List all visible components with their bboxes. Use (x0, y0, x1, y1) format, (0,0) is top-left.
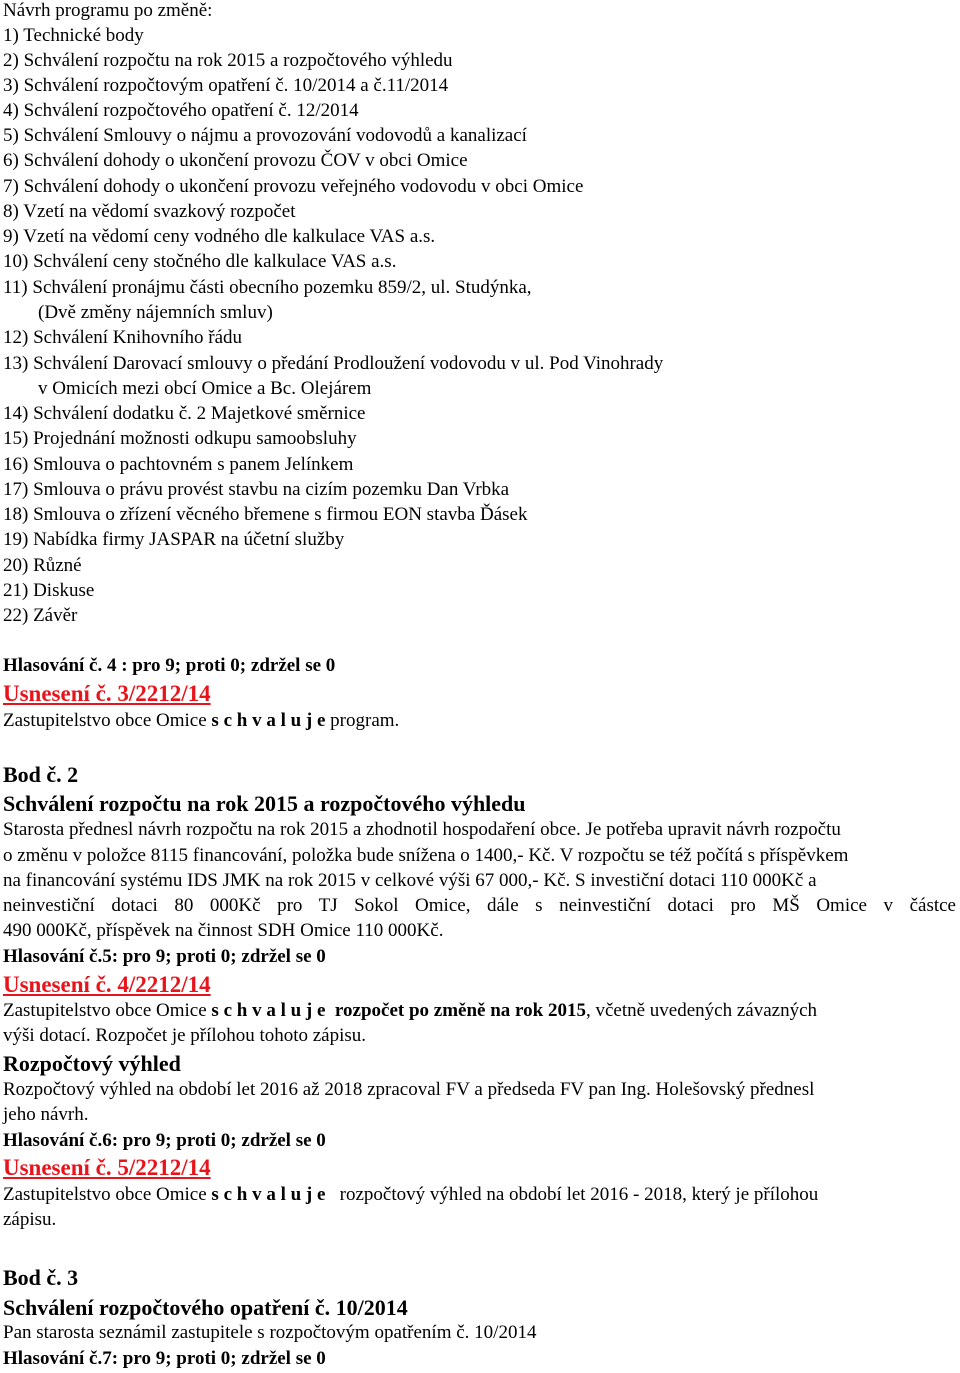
paragraph-line: o změnu v položce 8115 financování, položka bude snížena o 1400,- Kč. V rozpočtu se též počítá s příspěvkem (3, 845, 849, 866)
resolution-title: Usnesení č. 4/2212/14 (3, 972, 211, 997)
resolution-text (3, 1000, 956, 1022)
agenda-item: 22) Závěr (3, 605, 78, 626)
resolution-title: Usnesení č. 3/2212/14 (3, 681, 211, 706)
agenda-item: 8) Vzetí na vědomí svazkový rozpočet (3, 201, 296, 222)
agenda-item: 5) Schválení Smlouvy o nájmu a provozování vodovodů a kanalizací (3, 125, 527, 146)
agenda-heading: Návrh programu po změně: (3, 0, 213, 21)
agenda-item: 3) Schválení rozpočtovým opatření č. 10/2014 a č.11/2014 (3, 75, 449, 96)
resolution-text-continuation: zápisu. (3, 1209, 57, 1230)
paragraph-line: Rozpočtový výhled na období let 2016 až 2018 zpracoval FV a předseda FV pan Ing. Holešovský přednesl (3, 1079, 815, 1100)
agenda-item: 10) Schválení ceny stočného dle kalkulace VAS a.s. (3, 251, 397, 272)
paragraph-line: neinvestiční dotaci 80 000Kč pro TJ Sokol Omice, dále s neinvestiční dotaci pro MŠ Omice v částce (3, 895, 956, 916)
agenda-item: 15) Projednání možnosti odkupu samoobsluhy (3, 428, 357, 449)
resolution-verb: s c h v a l u j e (211, 1000, 326, 1021)
section-label: Bod č. 2 (3, 762, 79, 787)
resolution-subject: Zastupitelstvo obce Omice (3, 1000, 212, 1021)
resolution-object: program. (325, 710, 400, 731)
resolution-title: Usnesení č. 5/2212/14 (3, 1155, 211, 1180)
resolution-text (3, 710, 956, 732)
agenda-item: 13) Schválení Darovací smlouvy o předání Prodloužení vodovodu v ul. Pod Vinohrady (3, 353, 664, 374)
resolution-text (3, 1184, 956, 1206)
vote-result: Hlasování č.6: pro 9; proti 0; zdržel se 0 (3, 1130, 326, 1151)
paragraph-line: jeho návrh. (3, 1104, 89, 1125)
agenda-item: 18) Smlouva o zřízení věcného břemene s firmou EON stavba Ďásek (3, 504, 528, 525)
agenda-item-continuation: v Omicích mezi obcí Omice a Bc. Olejárem (38, 378, 372, 399)
vote-result: Hlasování č. 4 : pro 9; proti 0; zdržel se 0 (3, 655, 336, 676)
agenda-item: 17) Smlouva o právu provést stavbu na cizím pozemku Dan Vrbka (3, 479, 510, 500)
section-title: Schválení rozpočtu na rok 2015 a rozpočtového výhledu (3, 791, 526, 816)
agenda-item: 19) Nabídka firmy JASPAR na účetní služby (3, 529, 345, 550)
agenda-item: 12) Schválení Knihovního řádu (3, 327, 243, 348)
agenda-item: 4) Schválení rozpočtového opatření č. 12/2014 (3, 100, 359, 121)
agenda-item: 20) Různé (3, 555, 82, 576)
subsection-title: Rozpočtový výhled (3, 1051, 181, 1076)
vote-result: Hlasování č.5: pro 9; proti 0; zdržel se 0 (3, 946, 326, 967)
agenda-item: 2) Schválení rozpočtu na rok 2015 a rozpočtového výhledu (3, 50, 453, 71)
paragraph-line: Pan starosta seznámil zastupitele s rozpočtovým opatřením č. 10/2014 (3, 1322, 537, 1343)
agenda-item: 6) Schválení dohody o ukončení provozu ČOV v obci Omice (3, 150, 468, 171)
agenda-item-continuation: (Dvě změny nájemních smluv) (38, 302, 273, 323)
agenda-item: 11) Schválení pronájmu části obecního pozemku 859/2, ul. Studýnka, (3, 277, 532, 298)
agenda-item: 14) Schválení dodatku č. 2 Majetkové směrnice (3, 403, 366, 424)
agenda-item: 7) Schválení dohody o ukončení provozu veřejného vodovodu v obci Omice (3, 176, 584, 197)
paragraph-line: na financování systému IDS JMK na rok 2015 v celkové výši 67 000,- Kč. S investiční dotaci 110 000Kč a (3, 870, 817, 891)
resolution-object: rozpočtový výhled na období let 2016 - 2018, který je přílohou (325, 1184, 819, 1205)
paragraph-line: Starosta přednesl návrh rozpočtu na rok 2015 a zhodnotil hospodaření obce. Je potřeba upravit návrh rozpočtu (3, 819, 841, 840)
agenda-item: 1) Technické body (3, 25, 144, 46)
resolution-tail: , včetně uvedených závazných (585, 1000, 817, 1021)
resolution-verb: s c h v a l u j e (211, 710, 326, 731)
resolution-subject: Zastupitelstvo obce Omice (3, 1184, 212, 1205)
vote-result: Hlasování č.7: pro 9; proti 0; zdržel se 0 (3, 1348, 326, 1369)
paragraph-line: 490 000Kč, příspěvek na činnost SDH Omice 110 000Kč. (3, 920, 444, 941)
agenda-item: 16) Smlouva o pachtovném s panem Jelínkem (3, 454, 354, 475)
resolution-verb: s c h v a l u j e (211, 1184, 326, 1205)
agenda-item: 21) Diskuse (3, 580, 95, 601)
section-title: Schválení rozpočtového opatření č. 10/2014 (3, 1295, 408, 1320)
resolution-text-continuation: výši dotací. Rozpočet je přílohou tohoto zápisu. (3, 1025, 367, 1046)
section-label: Bod č. 3 (3, 1265, 79, 1290)
resolution-object: rozpočet po změně na rok 2015 (325, 1000, 586, 1021)
resolution-subject: Zastupitelstvo obce Omice (3, 710, 212, 731)
agenda-item: 9) Vzetí na vědomí ceny vodného dle kalkulace VAS a.s. (3, 226, 436, 247)
